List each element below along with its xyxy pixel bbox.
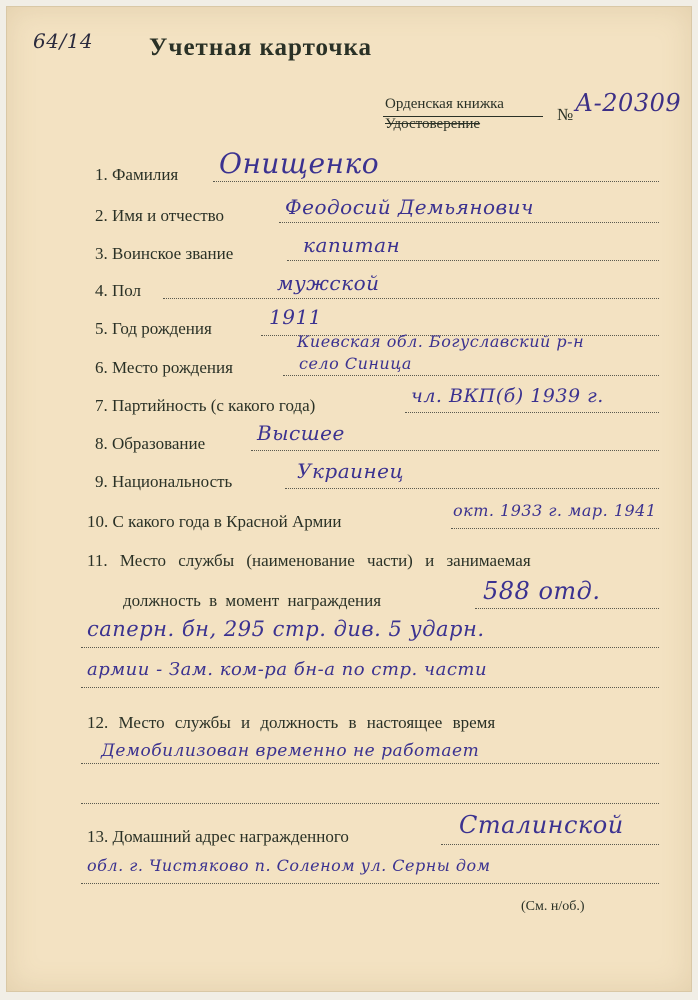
field-line-army-since bbox=[451, 528, 659, 529]
field-value-address-1: Сталинской bbox=[459, 811, 624, 839]
card-title: Учетная карточка bbox=[149, 34, 373, 61]
field-label-birth-year: 5. Год рождения bbox=[95, 319, 212, 338]
field-label-name: 2. Имя и отчество bbox=[95, 206, 225, 225]
field-line-name bbox=[279, 222, 659, 223]
field-value-birthplace-region: Киевская обл. Богуславский р-н bbox=[297, 332, 585, 351]
field-value-nationality: Украинец bbox=[297, 459, 404, 483]
field-value-service-3: армии - Зам. ком-ра бн-а по стр. части bbox=[87, 659, 488, 680]
field-value-sex: мужской bbox=[277, 271, 380, 295]
field-line-education bbox=[251, 450, 659, 451]
field-value-birth-year: 1911 bbox=[269, 305, 322, 329]
field-line-service-1 bbox=[475, 608, 659, 609]
field-label-birthplace: 6. Место рождения bbox=[95, 358, 233, 377]
field-label-surname: 1. Фамилия bbox=[95, 165, 179, 184]
field-value-service-2: саперн. бн, 295 стр. див. 5 ударн. bbox=[87, 617, 485, 641]
field-value-service-1: 588 отд. bbox=[483, 577, 601, 605]
field-value-rank: капитан bbox=[303, 233, 401, 257]
number-label: № bbox=[557, 105, 574, 124]
field-line-birthplace bbox=[283, 375, 659, 376]
field-line-current-service-1 bbox=[81, 763, 659, 764]
field-value-current-service: Демобилизован временно не работает bbox=[101, 741, 480, 761]
field-label-army-since: 10. С какого года в Красной Армии bbox=[87, 512, 342, 531]
number-value: А-20309 bbox=[575, 89, 682, 117]
see-reverse-note: (См. н/об.) bbox=[521, 899, 585, 914]
field-line-sex bbox=[163, 298, 659, 299]
field-value-army-since: окт. 1933 г. мар. 1941 bbox=[453, 501, 657, 520]
archive-note: 64/14 bbox=[33, 29, 94, 53]
field-value-party: чл. ВКП(б) 1939 г. bbox=[411, 385, 604, 407]
field-value-address-2: обл. г. Чистяково п. Соленом ул. Серны дом bbox=[87, 856, 491, 875]
doc-type-certificate: Удостоверение bbox=[385, 116, 481, 132]
award-record-card bbox=[6, 6, 692, 992]
field-label-service-2: должность в момент награждения bbox=[123, 591, 382, 610]
field-line-address-2 bbox=[81, 883, 659, 884]
field-line-nationality bbox=[285, 488, 659, 489]
field-line-rank bbox=[287, 260, 659, 261]
field-line-surname bbox=[213, 181, 659, 182]
field-label-rank: 3. Воинское звание bbox=[95, 244, 234, 263]
field-line-current-service-2 bbox=[81, 803, 659, 804]
field-label-education: 8. Образование bbox=[95, 434, 206, 453]
field-label-party: 7. Партийность (с какого года) bbox=[95, 396, 316, 415]
field-value-education: Высшее bbox=[257, 421, 345, 445]
field-value-name: Феодосий Демьянович bbox=[285, 195, 535, 219]
field-label-sex: 4. Пол bbox=[95, 281, 142, 300]
field-line-service-3 bbox=[81, 687, 659, 688]
field-value-surname: Онищенко bbox=[219, 147, 380, 180]
doc-type-order-book: Орденская книжка bbox=[385, 96, 504, 112]
field-label-nationality: 9. Национальность bbox=[95, 472, 233, 491]
field-value-birthplace: село Синица bbox=[299, 354, 412, 373]
field-label-address: 13. Домашний адрес награжденного bbox=[87, 827, 349, 846]
field-line-service-2 bbox=[81, 647, 659, 648]
field-label-current-service: 12. Место службы и должность в настоящее время bbox=[87, 713, 496, 732]
field-line-party bbox=[405, 412, 659, 413]
field-label-service-1: 11. Место службы (наименование части) и занимаемая bbox=[87, 551, 531, 570]
field-line-address-1 bbox=[441, 844, 659, 845]
